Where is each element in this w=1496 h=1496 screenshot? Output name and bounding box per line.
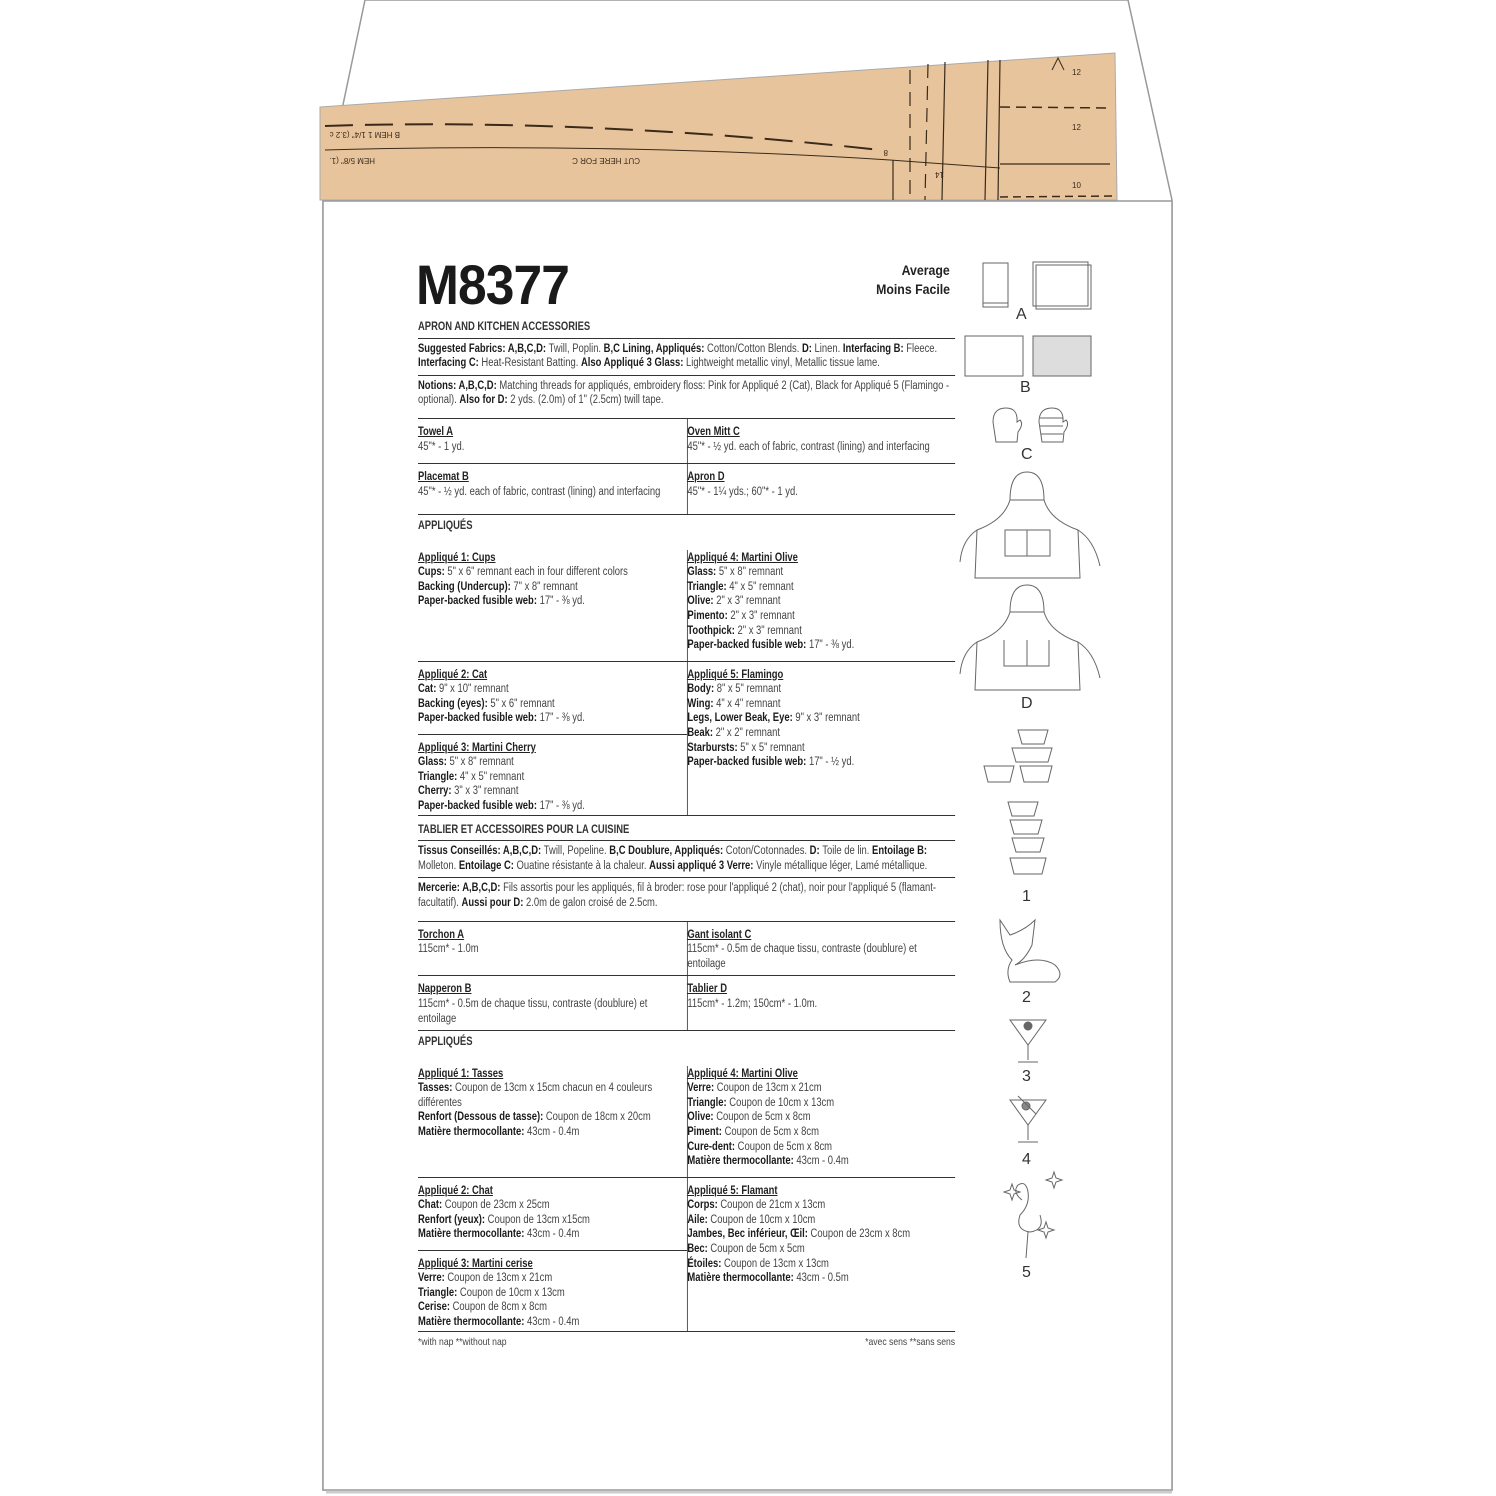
item-value: 43cm - 0.4m: [526, 1316, 580, 1329]
suggested-fabrics: [418, 841, 955, 878]
footnote-en: *with nap **without nap: [418, 1335, 507, 1348]
pattern-number: M8377: [416, 253, 569, 316]
applique-title: Appliqué 3: Martini cerise: [418, 1257, 533, 1270]
spec-value: Twill, Poplin.: [548, 342, 604, 355]
yardage-row: [418, 419, 955, 464]
applique-item: [687, 1271, 955, 1286]
applique-item: [418, 1315, 687, 1330]
difficulty-level-en: Average: [901, 262, 950, 278]
applique-block: [418, 662, 687, 735]
item-label: Renfort (Dessous de tasse):: [418, 1111, 546, 1124]
item-value: 8" x 5" remnant: [716, 683, 782, 696]
applique-column: [687, 662, 956, 815]
notions: [418, 376, 955, 412]
footnotes: [418, 1332, 955, 1350]
item-value: 17" - ½ yd.: [808, 756, 855, 769]
suggested-fabrics: [418, 339, 955, 376]
spec-value: 2 yds. (2.0m) of 1" (2.5cm) twill tape.: [510, 394, 664, 407]
applique-column: [687, 550, 956, 661]
item-value: 2" x 3" remnant: [737, 624, 802, 637]
item-value: 43cm - 0.4m: [526, 1126, 580, 1139]
applique-item: [687, 697, 955, 712]
spec-label: Aussi pour D:: [461, 896, 526, 909]
yardage-cell: [687, 419, 956, 463]
size-mark-12: 12: [1072, 123, 1081, 132]
item-label: Cherry:: [418, 785, 455, 798]
item-value: 17" - ⅜ yd.: [539, 799, 585, 812]
item-label: Matière thermocollante:: [418, 1228, 527, 1241]
applique-item: [687, 726, 955, 741]
applique-row: [418, 1066, 955, 1178]
garment-yardage: 45"* - ½ yd. each of fabric, contrast (lining) and interfacing: [418, 485, 661, 498]
applique-item: [687, 1125, 955, 1140]
item-value: Coupon de 13cm x 13cm: [724, 1257, 829, 1270]
applique-item: [418, 1198, 687, 1213]
applique-item: [687, 1110, 955, 1125]
item-value: Coupon de 23cm x 8cm: [810, 1228, 911, 1241]
garment-yardage: 115cm* - 0.5m de chaque tissu, contraste (doublure) et entoilage: [418, 997, 648, 1025]
spec-label: Also for D:: [459, 394, 511, 407]
item-label: Triangle:: [418, 1286, 460, 1299]
spec-value: Heat-Resistant Batting.: [481, 357, 581, 370]
applique-title: Appliqué 2: Cat: [418, 668, 488, 681]
applique-item: [687, 594, 955, 609]
applique-item: [687, 1257, 955, 1272]
applique-item: [687, 682, 955, 697]
yardage-row: [418, 976, 955, 1031]
item-label: Matière thermocollante:: [687, 1272, 797, 1285]
item-label: Piment:: [687, 1126, 725, 1139]
item-label: Paper-backed fusible web:: [418, 712, 540, 725]
item-value: 2" x 2" remnant: [715, 726, 781, 739]
size-mark-14: 12: [1072, 68, 1081, 77]
item-value: Coupon de 5cm x 8cm: [737, 1140, 833, 1153]
applique-item: [687, 624, 955, 639]
applique-item: [687, 1140, 955, 1155]
applique-item: [418, 755, 687, 770]
garment-yardage: 45"* - 1¼ yds.; 60"* - 1 yd.: [687, 485, 798, 498]
item-value: Coupon de 5cm x 5cm: [710, 1243, 805, 1256]
item-value: Coupon de 10cm x 10cm: [710, 1213, 816, 1226]
spec-label: Entoilage B:: [872, 845, 928, 858]
applique-title: Appliqué 1: Cups: [418, 551, 496, 564]
item-label: Verre:: [418, 1272, 448, 1285]
applique-column: [687, 1178, 956, 1331]
view-label-1: 1: [1022, 888, 1031, 905]
item-value: 17" - ⅜ yd.: [808, 639, 855, 652]
spec-label: B,C Doublure, Appliqués:: [609, 845, 726, 858]
applique-item: [418, 1213, 687, 1228]
applique-title: Appliqué 1: Tasses: [418, 1067, 504, 1080]
garment-yardage: 45"* - ½ yd. each of fabric, contrast (lining) and interfacing: [687, 440, 930, 453]
applique-item: [687, 755, 955, 770]
applique-item: [687, 1081, 955, 1096]
applique-item: [687, 741, 955, 756]
hem-mark: HEM 5/8" (1.: [329, 156, 375, 165]
spec-label: Aussi appliqué 3 Verre:: [649, 859, 757, 872]
item-value: 4" x 4" remnant: [716, 697, 781, 710]
applique-block: [687, 662, 955, 774]
item-value: Coupon de 23cm x 25cm: [444, 1199, 550, 1212]
view-label-d: D: [1021, 695, 1033, 712]
item-value: Coupon de 8cm x 8cm: [452, 1301, 547, 1314]
applique-item: [418, 1286, 687, 1301]
item-label: Glass:: [418, 756, 450, 769]
item-label: Pimento:: [687, 609, 731, 622]
english-section: [418, 320, 955, 816]
item-value: Coupon de 10cm x 13cm: [459, 1286, 565, 1299]
garment-yardage: 115cm* - 1.0m: [418, 943, 479, 956]
spec-label: Entoilage C:: [458, 859, 517, 872]
applique-block: [418, 1251, 687, 1331]
applique-item: [687, 1198, 955, 1213]
spec-value: Coton/Cotonnades.: [725, 845, 810, 858]
section-heading: TABLIER ET ACCESSOIRES POUR LA CUISINE: [418, 823, 955, 842]
yardage-row: [418, 922, 955, 977]
garment-name: Tablier D: [687, 983, 728, 996]
item-label: Verre:: [687, 1082, 717, 1095]
appliques-heading: APPLIQUÉS: [418, 519, 473, 532]
spec-value: Fleece.: [906, 342, 938, 355]
applique-title: Appliqué 2: Chat: [418, 1184, 493, 1197]
garment-name: Apron D: [687, 470, 725, 483]
item-label: Cure-dent:: [687, 1140, 738, 1153]
yardage-row: [418, 464, 955, 515]
hem-b-mark: B HEM 1 1/4" (3.2 c: [329, 130, 400, 139]
spec-value: Ouatine résistante à la chaleur.: [516, 859, 650, 872]
view-label-4: 4: [1022, 1151, 1031, 1168]
garment-name: Napperon B: [418, 983, 472, 996]
item-label: Matière thermocollante:: [418, 1316, 527, 1329]
spec-label: D:: [801, 342, 815, 355]
spec-label: Also Appliqué 3 Glass:: [580, 357, 686, 370]
item-label: Jambes, Bec inférieur, Œil:: [687, 1228, 811, 1241]
difficulty-level-fr: Moins Facile: [876, 281, 950, 297]
spec-value: Matching threads for appliqués, embroidery floss: Pink for Appliqué 2 (Cat), Black for Appliqué 5 (Flamingo - optional).: [418, 379, 950, 407]
item-label: Backing (eyes):: [418, 697, 491, 710]
garment-name: Towel A: [418, 425, 454, 438]
item-value: Coupon de 10cm x 13cm: [729, 1096, 835, 1109]
spec-value: Fils assortis pour les appliqués, fil à broder: rose pour l'appliqué 2 (chat), noir pour l'appliqué 5 (flamant-facultatif).: [418, 882, 936, 909]
item-value: 17" - ⅜ yd.: [539, 595, 585, 608]
applique-column: [418, 1178, 687, 1331]
item-label: Starbursts:: [687, 741, 741, 754]
yardage-cell: [687, 464, 956, 514]
spec-label: D:: [809, 845, 823, 858]
item-label: Triangle:: [418, 770, 460, 783]
garment-name: Torchon A: [418, 928, 465, 941]
applique-column: [418, 662, 687, 815]
spec-value: Twill, Popeline.: [543, 845, 610, 858]
item-value: 9" x 10" remnant: [438, 683, 509, 696]
item-label: Chat:: [418, 1199, 445, 1212]
item-label: Glass:: [687, 566, 719, 579]
spec-value: 2.0m de galon croisé de 2.5cm.: [525, 896, 658, 909]
item-label: Wing:: [687, 697, 717, 710]
view-label-5: 5: [1022, 1264, 1031, 1281]
item-label: Backing (Undercup):: [418, 580, 514, 593]
applique-item: [687, 1154, 955, 1169]
item-label: Cerise:: [418, 1301, 453, 1314]
applique-block: [418, 1066, 687, 1144]
applique-item: [418, 682, 687, 697]
spec-value: Linen.: [814, 342, 843, 355]
notions: [418, 878, 955, 914]
spec-label: B,C Lining, Appliqués:: [603, 342, 708, 355]
section-heading: APRON AND KITCHEN ACCESSORIES: [418, 320, 955, 339]
spec-value: Molleton.: [418, 859, 459, 872]
applique-item: [418, 565, 687, 580]
spec-value: Lightweight metallic vinyl, Metallic tissue lame.: [685, 357, 880, 370]
item-label: Bec:: [687, 1243, 711, 1256]
view-label-3: 3: [1022, 1068, 1031, 1085]
item-value: 5" x 6" remnant each in four different colors: [447, 566, 628, 579]
garment-yardage: 115cm* - 0.5m de chaque tissu, contraste (doublure) et entoilage: [687, 943, 917, 970]
garment-name: Oven Mitt C: [687, 425, 740, 438]
applique-item: [418, 1081, 687, 1110]
applique-column: [418, 550, 687, 661]
applique-item: [687, 1096, 955, 1111]
item-label: Paper-backed fusible web:: [418, 595, 540, 608]
item-value: 5" x 8" remnant: [449, 756, 514, 769]
item-label: Paper-backed fusible web:: [687, 639, 809, 652]
garment-name: Gant isolant C: [687, 928, 752, 941]
applique-item: [687, 580, 955, 595]
appliques-heading: APPLIQUÉS: [418, 1036, 473, 1049]
applique-item: [418, 594, 687, 609]
cut-here-mark: CUT HERE FOR C: [572, 156, 640, 165]
item-value: Coupon de 13cm x 21cm: [716, 1082, 822, 1095]
item-value: 5" x 6" remnant: [490, 697, 555, 710]
applique-item: [418, 770, 687, 785]
applique-block: [418, 550, 687, 613]
spec-value: Toile de lin.: [822, 845, 873, 858]
item-value: 9" x 3" remnant: [795, 712, 860, 725]
applique-block: [687, 1178, 955, 1290]
item-value: 2" x 3" remnant: [730, 609, 795, 622]
item-value: Coupon de 13cm x15cm: [487, 1213, 590, 1226]
item-label: Renfort (yeux):: [418, 1213, 488, 1226]
applique-item: [418, 697, 687, 712]
item-label: Cat:: [418, 683, 439, 696]
footnote-fr: *avec sens **sans sens: [865, 1335, 956, 1348]
garment-yardage: 115cm* - 1.2m; 150cm* - 1.0m.: [687, 997, 818, 1010]
applique-block: [418, 1178, 687, 1251]
item-value: 4" x 5" remnant: [459, 770, 525, 783]
spec-label: Notions: A,B,C,D:: [418, 379, 500, 392]
view-label-b: B: [1020, 379, 1031, 396]
french-section: [418, 823, 955, 1332]
item-value: Coupon de 13cm x 15cm chacun en 4 couleurs différentes: [418, 1082, 653, 1109]
item-value: 3" x 3" remnant: [454, 785, 519, 798]
spec-label: Interfacing C:: [418, 357, 482, 370]
item-label: Paper-backed fusible web:: [687, 756, 809, 769]
item-value: 4" x 5" remnant: [729, 580, 794, 593]
item-label: Body:: [687, 683, 717, 696]
applique-item: [687, 1213, 955, 1228]
applique-item: [687, 565, 955, 580]
yardage-cell: [418, 976, 687, 1030]
size-mark-14b: 14: [935, 170, 944, 179]
pattern-info-column: [418, 320, 955, 1349]
applique-block: [418, 735, 687, 815]
applique-item: [418, 784, 687, 799]
spec-value: Cotton/Cotton Blends.: [707, 342, 802, 355]
applique-column: [418, 1066, 687, 1177]
yardage-cell: [687, 976, 956, 1030]
item-label: Étoiles:: [687, 1257, 725, 1270]
applique-item: [687, 1242, 955, 1257]
applique-title: Appliqué 4: Martini Olive: [687, 551, 798, 564]
spec-label: Mercerie: A,B,C,D:: [418, 882, 504, 895]
item-value: Coupon de 13cm x 21cm: [447, 1272, 553, 1285]
item-value: 43cm - 0.5m: [796, 1272, 849, 1285]
applique-item: [418, 711, 687, 726]
applique-title: Appliqué 4: Martini Olive: [687, 1067, 798, 1080]
item-label: Tasses:: [418, 1082, 456, 1095]
item-value: 43cm - 0.4m: [526, 1228, 580, 1241]
item-value: 5" x 8" remnant: [718, 566, 784, 579]
size-mark-10: 10: [1072, 181, 1081, 190]
applique-item: [687, 638, 955, 653]
view-label-c: C: [1021, 446, 1033, 463]
item-value: Coupon de 21cm x 13cm: [720, 1199, 826, 1212]
item-label: Legs, Lower Beak, Eye:: [687, 712, 796, 725]
item-label: Triangle:: [687, 580, 730, 593]
applique-title: Appliqué 5: Flamant: [687, 1184, 778, 1197]
spec-value: Vinyle métallique léger, Lamé métallique.: [756, 859, 928, 872]
item-label: Cups:: [418, 566, 448, 579]
item-label: Matière thermocollante:: [687, 1155, 797, 1168]
spec-label: Suggested Fabrics: A,B,C,D:: [418, 342, 549, 355]
size-mark-8: 8: [883, 148, 888, 157]
yardage-cell: [418, 419, 687, 463]
item-value: 7" x 8" remnant: [513, 580, 578, 593]
item-value: 43cm - 0.4m: [796, 1155, 849, 1168]
item-value: 17" - ⅜ yd.: [539, 712, 585, 725]
applique-row: [418, 550, 955, 662]
view-label-a: A: [1016, 306, 1027, 323]
item-value: Coupon de 5cm x 8cm: [724, 1126, 819, 1139]
item-label: Matière thermocollante:: [418, 1126, 527, 1139]
spec-label: Interfacing B:: [842, 342, 907, 355]
item-value: Coupon de 5cm x 8cm: [716, 1111, 811, 1124]
applique-item: [687, 711, 955, 726]
item-label: Corps:: [687, 1199, 721, 1212]
applique-item: [418, 1300, 687, 1315]
item-value: Coupon de 18cm x 20cm: [545, 1111, 651, 1124]
item-value: 2" x 3" remnant: [716, 595, 781, 608]
item-label: Triangle:: [687, 1096, 730, 1109]
yardage-cell: [418, 922, 687, 976]
applique-item: [687, 1227, 955, 1242]
view-label-2: 2: [1022, 989, 1031, 1006]
applique-title: Appliqué 3: Martini Cherry: [418, 741, 536, 754]
applique-item: [418, 1227, 687, 1242]
applique-row: [418, 662, 955, 816]
item-label: Aile:: [687, 1213, 711, 1226]
garment-yardage: 45"* - 1 yd.: [418, 440, 465, 453]
applique-column: [687, 1066, 956, 1177]
applique-item: [418, 1125, 687, 1140]
item-label: Paper-backed fusible web:: [418, 799, 540, 812]
applique-block: [687, 1066, 955, 1173]
item-label: Beak:: [687, 726, 716, 739]
item-label: Olive:: [687, 1111, 717, 1124]
applique-item: [687, 609, 955, 624]
applique-item: [418, 580, 687, 595]
applique-item: [418, 1110, 687, 1125]
yardage-cell: [687, 922, 956, 976]
item-value: 5" x 5" remnant: [740, 741, 805, 754]
garment-name: Placemat B: [418, 470, 469, 483]
yardage-cell: [418, 464, 687, 514]
applique-item: [418, 799, 687, 814]
item-label: Olive:: [687, 595, 717, 608]
applique-row: [418, 1178, 955, 1332]
applique-item: [418, 1271, 687, 1286]
applique-title: Appliqué 5: Flamingo: [687, 668, 784, 681]
applique-block: [687, 550, 955, 657]
spec-label: Tissus Conseillés: A,B,C,D:: [418, 845, 544, 858]
item-label: Toothpick:: [687, 624, 738, 637]
